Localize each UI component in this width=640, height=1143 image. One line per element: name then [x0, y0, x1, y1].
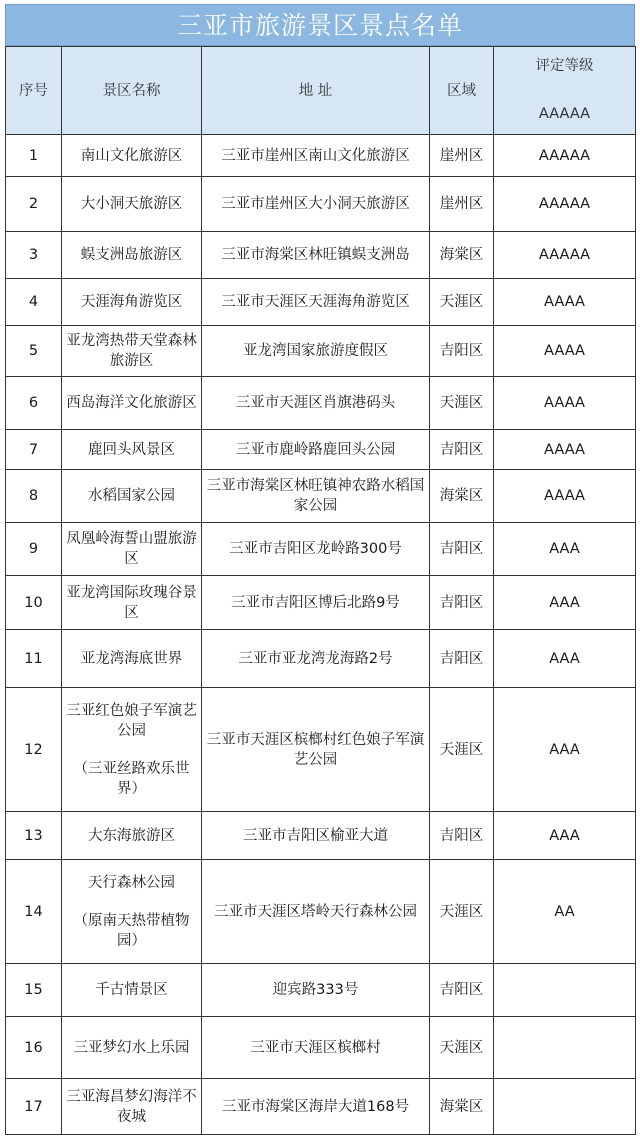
cell-grade — [494, 964, 636, 1017]
cell-grade: AAAA — [494, 470, 636, 523]
table-row — [6, 177, 636, 232]
table-row — [6, 576, 636, 630]
table-row — [6, 860, 636, 964]
cell-name — [62, 860, 202, 964]
page — [5, 4, 635, 1135]
table-row — [6, 812, 636, 860]
spot-name: 大小洞天旅游区 — [80, 196, 183, 212]
cell-name — [62, 232, 202, 279]
spot-name: 南山文化旅游区 — [80, 147, 183, 164]
cell-no: 12 — [6, 688, 62, 812]
cell-address: 三亚市天涯区天涯海角游览区 — [202, 279, 430, 326]
cell-district: 吉阳区 — [430, 430, 494, 470]
cell-name — [62, 964, 202, 1017]
cell-address: 三亚市海棠区林旺镇蜈支洲岛 — [202, 232, 430, 279]
table-row — [6, 470, 636, 523]
cell-address: 三亚市天涯区塔岭天行森林公园 — [202, 860, 430, 964]
cell-grade: AAA — [494, 523, 636, 576]
header-no: 序号 — [6, 47, 62, 135]
spot-name: 亚龙湾海底世界 — [80, 650, 183, 667]
spot-name: 亚龙湾国际玫瑰谷景区 — [66, 584, 197, 621]
table-row — [6, 964, 636, 1017]
cell-grade: AAA — [494, 576, 636, 630]
spot-name: 三亚红色娘子军演艺公园 — [66, 702, 197, 739]
cell-district: 天涯区 — [430, 860, 494, 964]
cell-name — [62, 630, 202, 688]
cell-district: 崖州区 — [430, 177, 494, 232]
cell-grade: AAAA — [494, 430, 636, 470]
cell-no: 1 — [6, 135, 62, 177]
cell-no: 16 — [6, 1017, 62, 1079]
cell-district: 天涯区 — [430, 688, 494, 812]
scenic-spot-table — [5, 46, 636, 1135]
spot-name: 凤凰岭海誓山盟旅游区 — [66, 531, 197, 567]
cell-address: 三亚市吉阳区龙岭路300号 — [202, 523, 430, 576]
cell-district: 吉阳区 — [430, 812, 494, 860]
table-row — [6, 688, 636, 812]
cell-address: 三亚市海棠区海岸大道168号 — [202, 1079, 430, 1135]
cell-grade: AAA — [494, 688, 636, 812]
cell-name — [62, 812, 202, 860]
cell-district: 海棠区 — [430, 1079, 494, 1135]
cell-grade: AAA — [494, 812, 636, 860]
cell-no: 5 — [6, 326, 62, 377]
table-row — [6, 430, 636, 470]
cell-name — [62, 1017, 202, 1079]
cell-no: 4 — [6, 279, 62, 326]
cell-name — [62, 377, 202, 430]
spot-name: 三亚梦幻水上乐园 — [73, 1039, 190, 1056]
cell-address: 三亚市吉阳区榆亚大道 — [202, 812, 430, 860]
spot-name: 西岛海洋文化旅游区 — [66, 395, 197, 411]
header-address: 地 址 — [202, 47, 430, 135]
spot-name: 天涯海角游览区 — [80, 294, 183, 310]
header-district: 区域 — [430, 47, 494, 135]
header-grade-sub: AAAAA — [538, 106, 591, 122]
cell-district: 海棠区 — [430, 232, 494, 279]
spot-name-note: （三亚丝路欢乐世界） — [73, 760, 190, 797]
cell-no: 15 — [6, 964, 62, 1017]
table-header-row — [6, 47, 636, 135]
spot-name: 千古情景区 — [95, 982, 168, 998]
cell-district: 吉阳区 — [430, 630, 494, 688]
cell-name — [62, 279, 202, 326]
cell-no: 17 — [6, 1079, 62, 1135]
cell-no: 6 — [6, 377, 62, 430]
cell-no: 7 — [6, 430, 62, 470]
cell-grade: AAAAA — [494, 135, 636, 177]
cell-address: 三亚市崖州区南山文化旅游区 — [202, 135, 430, 177]
cell-name — [62, 1079, 202, 1135]
spot-name: 鹿回头风景区 — [88, 441, 175, 458]
table-row — [6, 523, 636, 576]
spot-name: 三亚海昌梦幻海洋不夜城 — [66, 1088, 197, 1125]
cell-grade: AAAA — [494, 326, 636, 377]
table-row — [6, 326, 636, 377]
cell-address: 三亚市天涯区槟榔村 — [202, 1017, 430, 1079]
cell-no: 13 — [6, 812, 62, 860]
cell-no: 14 — [6, 860, 62, 964]
cell-address: 三亚市海棠区林旺镇神农路水稻国家公园 — [202, 470, 430, 523]
cell-no: 8 — [6, 470, 62, 523]
table-row — [6, 135, 636, 177]
cell-name — [62, 430, 202, 470]
header-grade-label: 评定等级 — [535, 58, 594, 74]
cell-district: 吉阳区 — [430, 964, 494, 1017]
cell-address: 三亚市吉阳区博后北路9号 — [202, 576, 430, 630]
spot-name-note: （原南天热带植物园） — [73, 912, 190, 949]
cell-district: 吉阳区 — [430, 576, 494, 630]
spot-name: 亚龙湾热带天堂森林旅游区 — [66, 333, 197, 369]
cell-no: 3 — [6, 232, 62, 279]
cell-grade: AA — [494, 860, 636, 964]
spot-name: 蜈支洲岛旅游区 — [80, 247, 183, 263]
table-row — [6, 232, 636, 279]
cell-address: 三亚市天涯区肖旗港码头 — [202, 377, 430, 430]
cell-district: 天涯区 — [430, 377, 494, 430]
spot-name: 天行森林公园 — [88, 874, 175, 891]
cell-district: 海棠区 — [430, 470, 494, 523]
cell-name — [62, 576, 202, 630]
table-row — [6, 630, 636, 688]
cell-no: 9 — [6, 523, 62, 576]
header-name: 景区名称 — [62, 47, 202, 135]
cell-address: 亚龙湾国家旅游度假区 — [202, 326, 430, 377]
cell-address: 三亚市鹿岭路鹿回头公园 — [202, 430, 430, 470]
cell-district: 吉阳区 — [430, 326, 494, 377]
cell-address: 三亚市崖州区大小洞天旅游区 — [202, 177, 430, 232]
cell-address: 三亚市亚龙湾龙海路2号 — [202, 630, 430, 688]
cell-name — [62, 135, 202, 177]
cell-no: 10 — [6, 576, 62, 630]
table-row — [6, 1079, 636, 1135]
cell-district: 天涯区 — [430, 279, 494, 326]
cell-grade: AAAA — [494, 279, 636, 326]
cell-district: 崖州区 — [430, 135, 494, 177]
cell-name — [62, 326, 202, 377]
table-row — [6, 377, 636, 430]
cell-name — [62, 688, 202, 812]
cell-no: 2 — [6, 177, 62, 232]
table-body — [6, 135, 636, 1135]
spot-name: 水稻国家公园 — [88, 488, 175, 504]
page-title: 三亚市旅游景区景点名单 — [5, 4, 635, 46]
header-grade — [494, 47, 636, 135]
cell-no: 11 — [6, 630, 62, 688]
cell-grade: AAAA — [494, 377, 636, 430]
table-row — [6, 1017, 636, 1079]
cell-grade — [494, 1017, 636, 1079]
cell-grade: AAAAA — [494, 177, 636, 232]
cell-name — [62, 523, 202, 576]
cell-district: 吉阳区 — [430, 523, 494, 576]
cell-grade — [494, 1079, 636, 1135]
cell-district: 天涯区 — [430, 1017, 494, 1079]
cell-name — [62, 470, 202, 523]
cell-grade: AAAAA — [494, 232, 636, 279]
spot-name: 大东海旅游区 — [88, 827, 175, 844]
cell-address: 三亚市天涯区槟榔村红色娘子军演艺公园 — [202, 688, 430, 812]
cell-name — [62, 177, 202, 232]
table-row — [6, 279, 636, 326]
cell-grade: AAA — [494, 630, 636, 688]
cell-address: 迎宾路333号 — [202, 964, 430, 1017]
